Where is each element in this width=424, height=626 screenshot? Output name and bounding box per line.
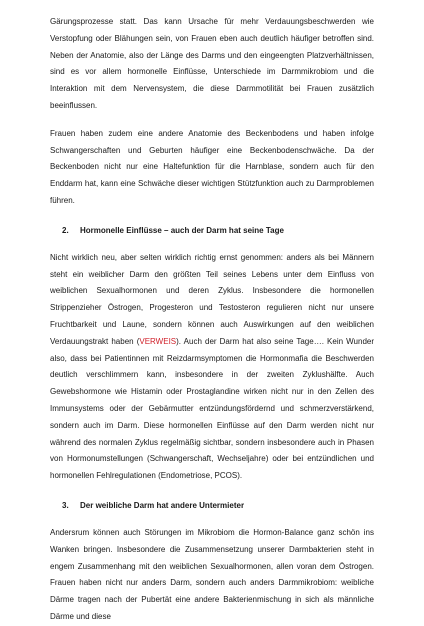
section-number: 3. <box>62 500 69 510</box>
paragraph-digestion: Gärungsprozesse statt. Das kann Ursache für mehr Verdauungsbeschwerden wie Verstopfung oder Blähungen sein, von Frauen eben auch deutlich häufiger betroffen sind. Neben der Anatomie, also der Länge des Darms und den eingeengten Platzverhältnissen, sind es vor allem hormonelle Einflüsse, Unterschiede im Darmmikrobiom und die Interaktion mit dem Nervensystem, die diese Darmmotilität bei Frauen zusätzlich beeinflussen. <box>50 17 374 110</box>
section-heading-hormones <box>62 224 374 238</box>
section-title: Hormonelle Einflüsse – auch der Darm hat seine Tage <box>80 225 284 235</box>
section-heading-microbiome <box>62 499 374 513</box>
section-number: 2. <box>62 225 69 235</box>
paragraph-text: Nicht wirklich neu, aber selten wirklich richtig ernst genommen: anders als bei Männern steht ein weiblicher Darm den größten Teil seines Lebens unter dem Einfluss von weiblichen Sexualhormonen und deren Zyklus. Insbesondere die hormonellen Strippenzieher Östrogen, Progesteron und Testosteron regulieren nicht nur unsere Fruchtbarkeit und Laune, sondern können auch Auswirkungen auf den weiblichen Verdauungstrakt haben ( <box>50 252 374 346</box>
paragraph-hormones <box>50 250 374 485</box>
section-title: Der weibliche Darm hat andere Untermieter <box>80 500 245 510</box>
paragraph-pelvic-floor: Frauen haben zudem eine andere Anatomie des Beckenbodens und haben infolge Schwangerschaften und Geburten häufiger eine Beckenbodenschwäche. Da der Beckenboden nicht nur eine Haltefunktion für die Harnblase, sondern auch für den Enddarm hat, kann eine Schwäche dieser wichtigen Stützfunktion auch zu Darmproblemen führen. <box>50 128 374 205</box>
paragraph-microbiome: Andersrum können auch Störungen im Mikrobiom die Hormon-Balance ganz schön ins Wanken bringen. Insbesondere die Zusammensetzung unserer Darmbakterien steht in engem Zusammenhang mit den weiblichen Sexualhormonen, allen voran dem Östrogen. Frauen haben nicht nur anders Darm, sondern auch anders Darmmikrobiom: weibliche Därme tragen nach der Pubertät eine andere Bakterienmischung in sich als männliche Därme und diese <box>50 527 374 621</box>
paragraph-text: ). Auch der Darm hat also seine Tage…. Kein Wunder also, dass bei Patientinnen mit Reizdarmsymptomen die Hormonmafia die Beschwerden deutlich verschlimmern kann, insbesondere in der zweiten Zyklushälfte. Auch Gewebshormone wie Histamin oder Prostaglandine wirken nicht nur in den Zellen des Immunsystems oder der Gebärmutter entzündungsfördernd und schmerzverstärkend, sondern auch im Darm. Diese hormonellen Einflüsse auf den Darm werden nicht nur während des normalen Zyklus regelmäßig sichtbar, sondern insbesondere auch in Phasen von Hormonumstellungen (Schwangerschaft, Wechseljahre) oder bei entzündlichen und hormonellen Fehlregulationen (Endometriose, PCOS). <box>50 336 375 481</box>
reference-link[interactable]: VERWEIS <box>139 336 177 346</box>
